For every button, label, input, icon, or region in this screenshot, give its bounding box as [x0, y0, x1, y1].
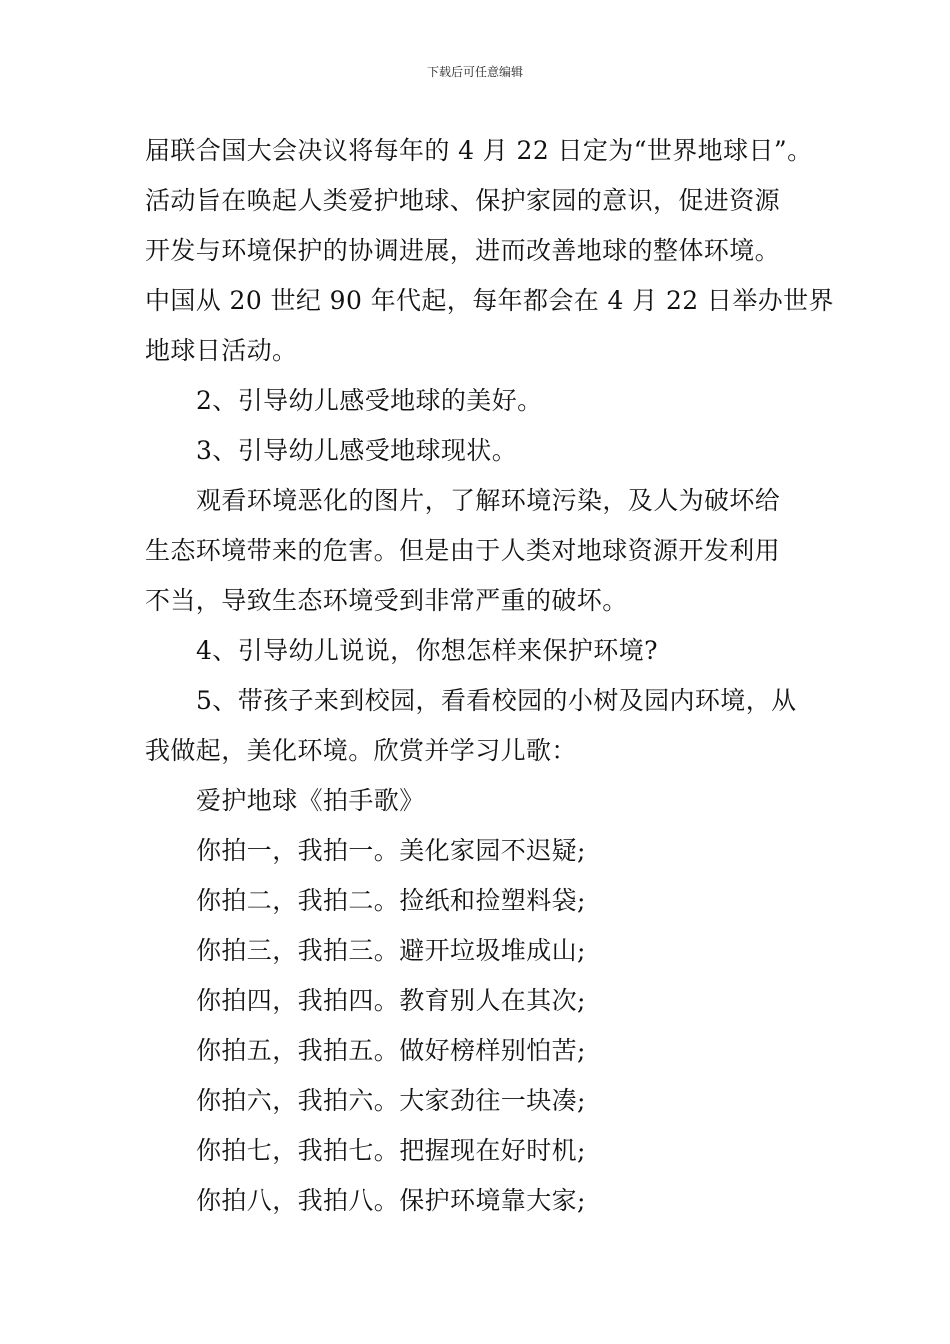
paragraph-line: 地球日活动。: [145, 336, 298, 365]
song-verse: 你拍一，我拍一。美化家园不迟疑;: [196, 836, 586, 865]
paragraph-line: 我做起，美化环境。欣赏并学习儿歌：: [145, 736, 577, 765]
paragraph-line: 届联合国大会决议将每年的 4 月 22 日定为“世界地球日”。: [145, 136, 813, 165]
list-item: 3、引导幼儿感受地球现状。: [196, 436, 518, 465]
list-item: 2、引导幼儿感受地球的美好。: [196, 386, 543, 415]
paragraph-line: 开发与环境保护的协调进展，进而改善地球的整体环境。: [145, 236, 781, 265]
song-verse: 你拍二，我拍二。捡纸和捡塑料袋;: [196, 886, 586, 915]
paragraph-line: 观看环境恶化的图片，了解环境污染，及人为破坏给: [196, 486, 781, 515]
song-verse: 你拍五，我拍五。做好榜样别怕苦;: [196, 1036, 586, 1065]
page-header: 下载后可任意编辑: [426, 65, 523, 79]
paragraph-line: 活动旨在唤起人类爱护地球、保护家园的意识，促进资源: [145, 186, 781, 215]
paragraph-line: 中国从 20 世纪 90 年代起，每年都会在 4 月 22 日举办世界: [145, 286, 834, 315]
song-title: 爱护地球《拍手歌》: [196, 786, 425, 815]
document-body: [145, 126, 834, 1226]
paragraph-line: 不当，导致生态环境受到非常严重的破坏。: [145, 586, 628, 615]
paragraph-line: 生态环境带来的危害。但是由于人类对地球资源开发利用: [145, 536, 781, 565]
list-item: 5、带孩子来到校园，看看校园的小树及园内环境，从: [196, 686, 797, 715]
song-verse: 你拍八，我拍八。保护环境靠大家;: [196, 1186, 586, 1215]
song-verse: 你拍七，我拍七。把握现在好时机;: [196, 1136, 586, 1165]
song-verse: 你拍四，我拍四。教育别人在其次;: [196, 986, 586, 1015]
list-item: 4、引导幼儿说说，你想怎样来保护环境?: [196, 636, 658, 665]
song-verse: 你拍三，我拍三。避开垃圾堆成山;: [196, 936, 586, 965]
song-verse: 你拍六，我拍六。大家劲往一块凑;: [196, 1086, 586, 1115]
